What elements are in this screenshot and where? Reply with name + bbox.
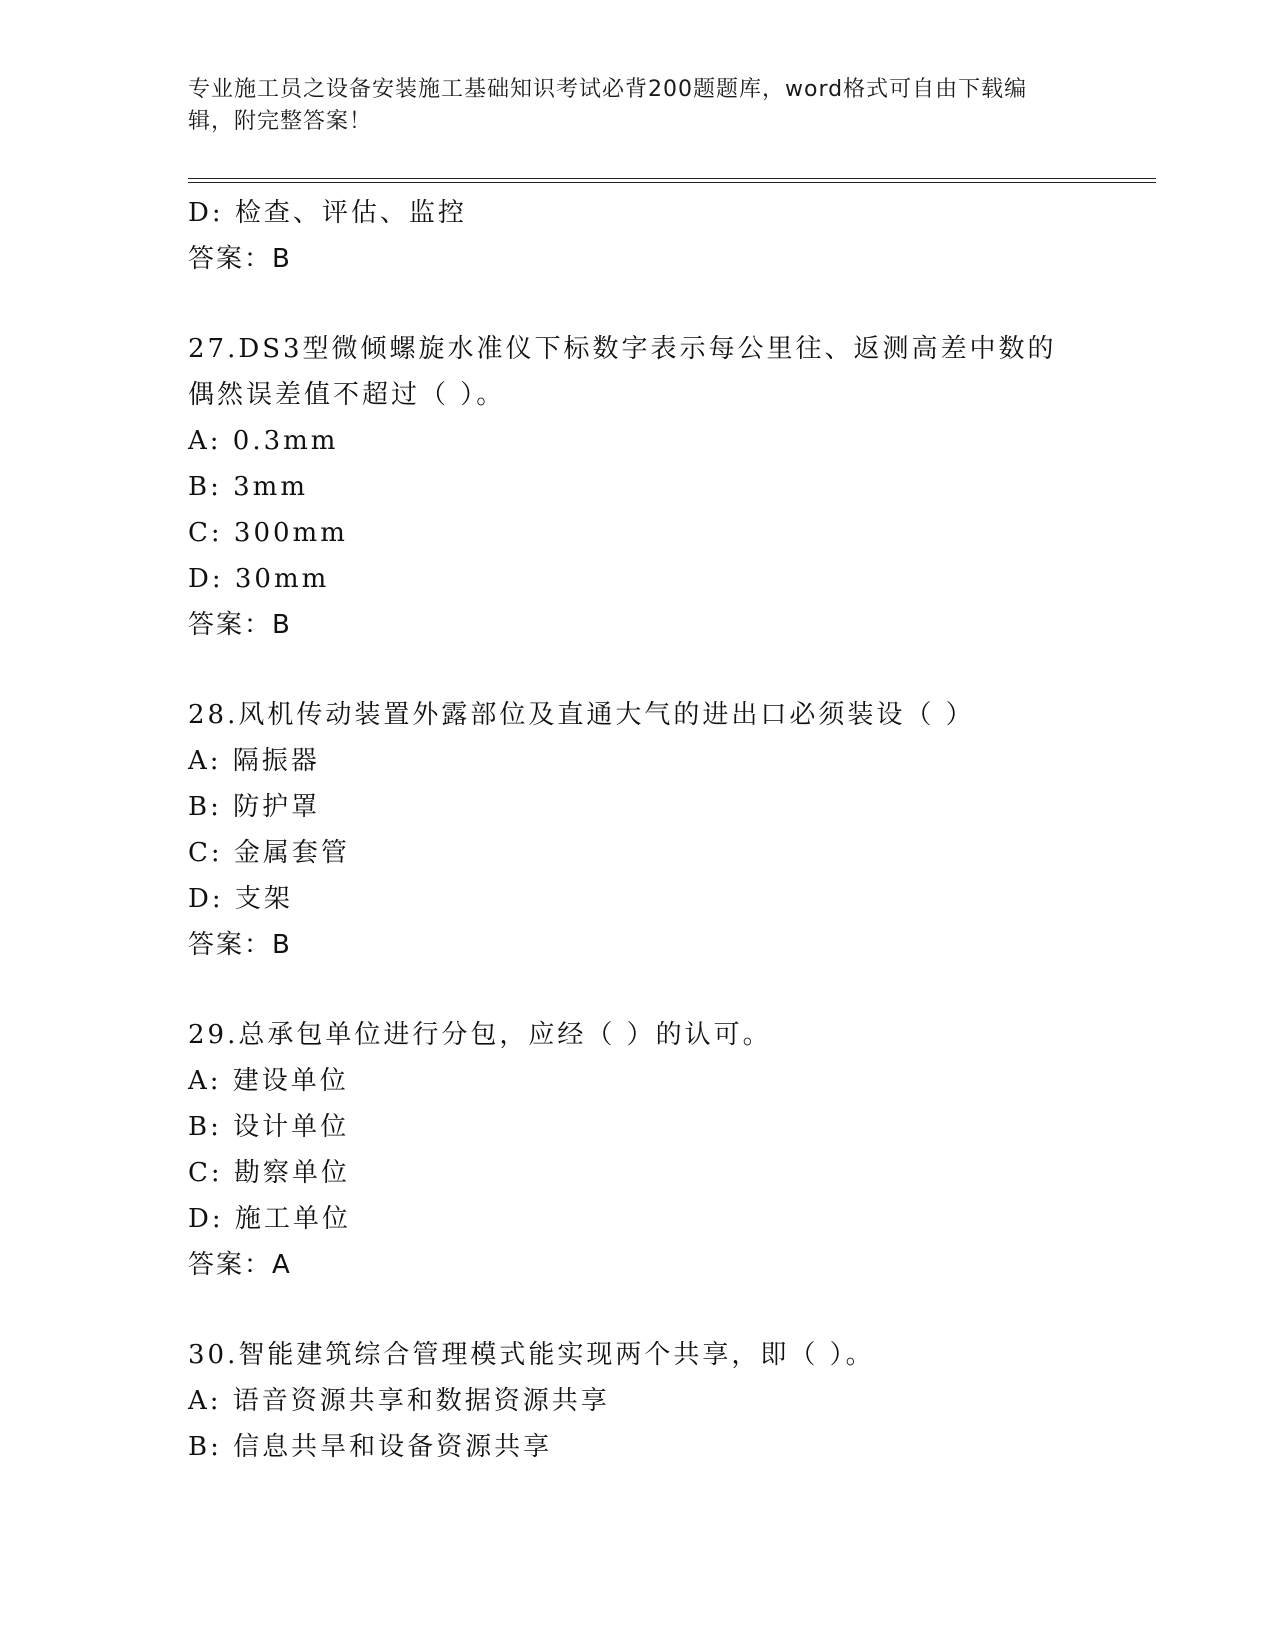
question-27 — [188, 326, 1088, 648]
answer-line: 答案：A — [188, 1250, 292, 1280]
answer-line: 答案：B — [188, 610, 292, 640]
question-text: 29.总承包单位进行分包，应经（ ）的认可。 — [188, 1020, 772, 1050]
question-29 — [188, 1012, 1088, 1288]
option-c: C: 勘察单位 — [188, 1158, 350, 1188]
answer-line: 答案：B — [188, 244, 292, 274]
question-list — [188, 190, 1088, 1470]
option-a: A: 语音资源共享和数据资源共享 — [188, 1386, 610, 1416]
question-28 — [188, 692, 1088, 968]
option-b: B: 防护罩 — [188, 792, 321, 822]
option-d: D: 支架 — [188, 884, 293, 914]
option-d: D: 施工单位 — [188, 1204, 351, 1234]
question-text: 27.DS3型微倾螺旋水准仪下标数字表示每公里往、返测高差中数的偶然误差值不超过（ ）。 — [188, 334, 1057, 410]
answer-line: 答案：B — [188, 930, 292, 960]
option-d: D: 30mm — [188, 564, 330, 594]
option-d: D: 检查、评估、监控 — [188, 198, 467, 228]
option-b: B: 设计单位 — [188, 1112, 350, 1142]
header-rule-bottom — [188, 182, 1156, 183]
question-30 — [188, 1332, 1088, 1470]
option-a: A: 0.3mm — [188, 426, 339, 456]
page-header: 专业施工员之设备安装施工基础知识考试必背200题题库，word格式可自由下载编辑，附完整答案！ — [188, 77, 1028, 134]
option-a: A: 隔振器 — [188, 746, 320, 776]
option-c: C: 300mm — [188, 518, 348, 548]
option-b: B: 3mm — [188, 472, 308, 502]
option-c: C: 金属套管 — [188, 838, 350, 868]
header-rule-top — [188, 178, 1156, 179]
option-b: B: 信息共旱和设备资源共享 — [188, 1432, 553, 1462]
question-text: 28.风机传动装置外露部位及直通大气的进出口必须装设（ ） — [188, 700, 975, 730]
option-a: A: 建设单位 — [188, 1066, 349, 1096]
question-text: 30.智能建筑综合管理模式能实现两个共享，即（ ）。 — [188, 1340, 875, 1370]
